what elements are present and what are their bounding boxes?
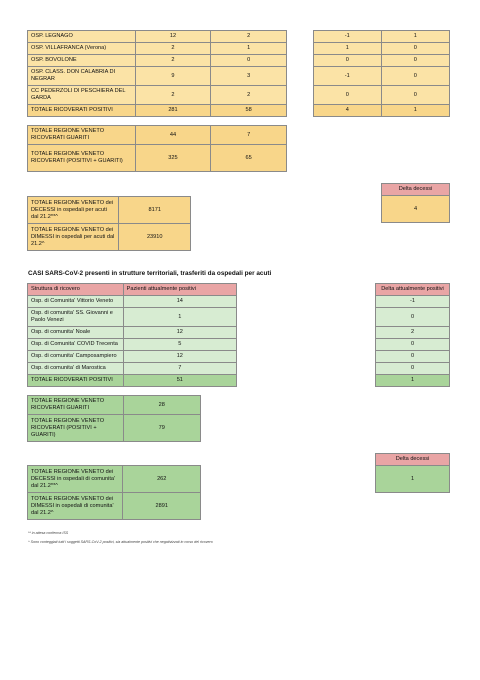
delta-icu: 1: [381, 31, 450, 43]
table-header-row: [376, 454, 450, 466]
territorial-table: [27, 283, 237, 387]
table-row: [376, 339, 450, 351]
hospital-delta-table: [313, 30, 450, 117]
column-header-positives: Pazienti attualmente positivi: [123, 284, 236, 296]
table-row: [376, 466, 450, 493]
table-row: [314, 86, 450, 105]
delta-total-positives: 4: [314, 105, 382, 117]
hospital-delta-deaths: [381, 183, 450, 223]
hospital-icu: 2: [211, 86, 287, 105]
table-header-row: [28, 284, 237, 296]
table-row: [376, 327, 450, 339]
discharged-label: TOTALE REGIONE VENETO dei DIMESSI in ospedali per acuti dal 21.2^: [28, 224, 119, 251]
summary-label: TOTALE REGIONE VENETO RICOVERATI GUARITI: [28, 126, 136, 145]
discharged-value: 23910: [119, 224, 191, 251]
summary-value: 44: [135, 126, 211, 145]
hospital-name: CC PEDERZOLI DI PESCHIERA DEL GARDA: [28, 86, 136, 105]
structure-positives: 14: [123, 296, 236, 308]
hospital-positives: 12: [135, 31, 211, 43]
structure-positives: 12: [123, 351, 236, 363]
hospital-deaths-table: [27, 196, 191, 251]
table-row: [314, 55, 450, 67]
table-row: [314, 31, 450, 43]
table-row: [28, 67, 287, 86]
footnote-iss: ** in attesa conferma ISS: [28, 531, 69, 535]
delta-value: 2: [376, 327, 450, 339]
table-row: [28, 493, 201, 520]
delta-value: 0: [376, 351, 450, 363]
deaths-label: TOTALE REGIONE VENETO dei DECESSI in ospedali per acuti dal 21.2**^: [28, 197, 119, 224]
delta-value: 0: [376, 363, 450, 375]
deaths-value: 262: [123, 466, 201, 493]
delta-total-icu: 1: [381, 105, 450, 117]
summary-value: 28: [123, 396, 200, 415]
delta-positives: 0: [314, 86, 382, 105]
table-row: [28, 86, 287, 105]
delta-icu: 0: [381, 55, 450, 67]
hospital-positives: 2: [135, 55, 211, 67]
table-row: [28, 197, 191, 224]
table-row: [28, 31, 287, 43]
discharged-value: 2891: [123, 493, 201, 520]
summary-label: TOTALE REGIONE VENETO RICOVERATI (POSITIVI + GUARITI): [28, 145, 136, 172]
table-row: [28, 145, 287, 172]
territorial-deaths-table: [27, 465, 201, 520]
table-row: [314, 67, 450, 86]
table-header-row: [376, 284, 450, 296]
table-row: [28, 339, 237, 351]
summary-value: 7: [211, 126, 287, 145]
summary-label: TOTALE REGIONE VENETO RICOVERATI (POSITIVI + GUARITI): [28, 415, 124, 442]
table-row: [28, 308, 237, 327]
table-row: [28, 363, 237, 375]
hospital-name: OSP. CLASS. DON CALABRIA DI NEGRAR: [28, 67, 136, 86]
summary-value: 79: [123, 415, 200, 442]
table-total-row: [314, 105, 450, 117]
hospital-icu: 1: [211, 43, 287, 55]
table-row: [28, 327, 237, 339]
hospital-positives: 2: [135, 43, 211, 55]
structure-positives: 5: [123, 339, 236, 351]
table-row: [28, 55, 287, 67]
hospital-icu: 2: [211, 31, 287, 43]
delta-value: 0: [376, 308, 450, 327]
territorial-summary-table: [27, 395, 201, 442]
territorial-delta-table: [375, 283, 450, 387]
structure-positives: 1: [123, 308, 236, 327]
hospital-name: OSP. VILLAFRANCA (Verona): [28, 43, 136, 55]
table-total-row: [28, 105, 287, 117]
table-row: [28, 351, 237, 363]
total-positives: 51: [123, 375, 236, 387]
table-row: [28, 396, 201, 415]
delta-total: 1: [376, 375, 450, 387]
total-label: TOTALE RICOVERATI POSITIVI: [28, 375, 124, 387]
table-row: [314, 43, 450, 55]
hospital-icu: 0: [211, 55, 287, 67]
territorial-delta-deaths: [375, 453, 450, 493]
delta-positives: 0: [314, 55, 382, 67]
total-icu: 58: [211, 105, 287, 117]
table-row: [28, 466, 201, 493]
delta-icu: 0: [381, 43, 450, 55]
delta-deaths-header: Delta decessi: [382, 184, 450, 196]
delta-icu: 0: [381, 67, 450, 86]
structure-positives: 7: [123, 363, 236, 375]
hospital-positives: 2: [135, 86, 211, 105]
table-row: [28, 415, 201, 442]
hospital-summary-table: [27, 125, 287, 172]
table-row: [376, 308, 450, 327]
table-row: [28, 224, 191, 251]
delta-positives: -1: [314, 67, 382, 86]
summary-label: TOTALE REGIONE VENETO RICOVERATI GUARITI: [28, 396, 124, 415]
delta-positives: -1: [314, 31, 382, 43]
delta-deaths-value: 1: [376, 466, 450, 493]
column-header-structure: Struttura di ricovero: [28, 284, 124, 296]
table-row: [376, 351, 450, 363]
deaths-value: 8171: [119, 197, 191, 224]
hospital-name: OSP. LEGNAGO: [28, 31, 136, 43]
structure-name: Osp. di comunita' Noale: [28, 327, 124, 339]
table-row: [382, 196, 450, 223]
structure-name: Osp. di comunita' SS. Giovanni e Paolo Venezi: [28, 308, 124, 327]
table-header-row: [382, 184, 450, 196]
table-total-row: [28, 375, 237, 387]
delta-positives: 1: [314, 43, 382, 55]
total-label: TOTALE RICOVERATI POSITIVI: [28, 105, 136, 117]
delta-icu: 0: [381, 86, 450, 105]
hospital-name: OSP. BOVOLONE: [28, 55, 136, 67]
table-row: [376, 363, 450, 375]
footnote-counting: ^ Sono conteggiati tutti i soggetti SARS-CoV-2 positivi, sia attualmente positivi che negativizzati in corso del ricovero: [28, 540, 213, 544]
structure-name: Osp. di comunita' Camposampiero: [28, 351, 124, 363]
column-header-delta: Delta attualmente positivi: [376, 284, 450, 296]
table-row: [28, 126, 287, 145]
delta-deaths-header: Delta decessi: [376, 454, 450, 466]
structure-name: Osp. di Comunita' COVID Trecenta: [28, 339, 124, 351]
delta-value: -1: [376, 296, 450, 308]
deaths-label: TOTALE REGIONE VENETO dei DECESSI in ospedali di comunita' dal 21.2**^: [28, 466, 123, 493]
structure-name: Osp. di Comunita' Vittorio Veneto: [28, 296, 124, 308]
section-title: CASI SARS-CoV-2 presenti in strutture territoriali, trasferiti da ospedali per acuti: [28, 270, 272, 277]
structure-positives: 12: [123, 327, 236, 339]
table-row: [376, 296, 450, 308]
total-positives: 281: [135, 105, 211, 117]
hospital-icu: 3: [211, 67, 287, 86]
summary-value: 325: [135, 145, 211, 172]
delta-deaths-value: 4: [382, 196, 450, 223]
table-row: [28, 296, 237, 308]
discharged-label: TOTALE REGIONE VENETO dei DIMESSI in ospedali di comunita' dal 21.2^: [28, 493, 123, 520]
table-total-row: [376, 375, 450, 387]
table-row: [28, 43, 287, 55]
structure-name: Osp. di comunita' di Marostica: [28, 363, 124, 375]
hospital-positives: 9: [135, 67, 211, 86]
hospital-table: [27, 30, 287, 117]
delta-value: 0: [376, 339, 450, 351]
summary-value: 65: [211, 145, 287, 172]
